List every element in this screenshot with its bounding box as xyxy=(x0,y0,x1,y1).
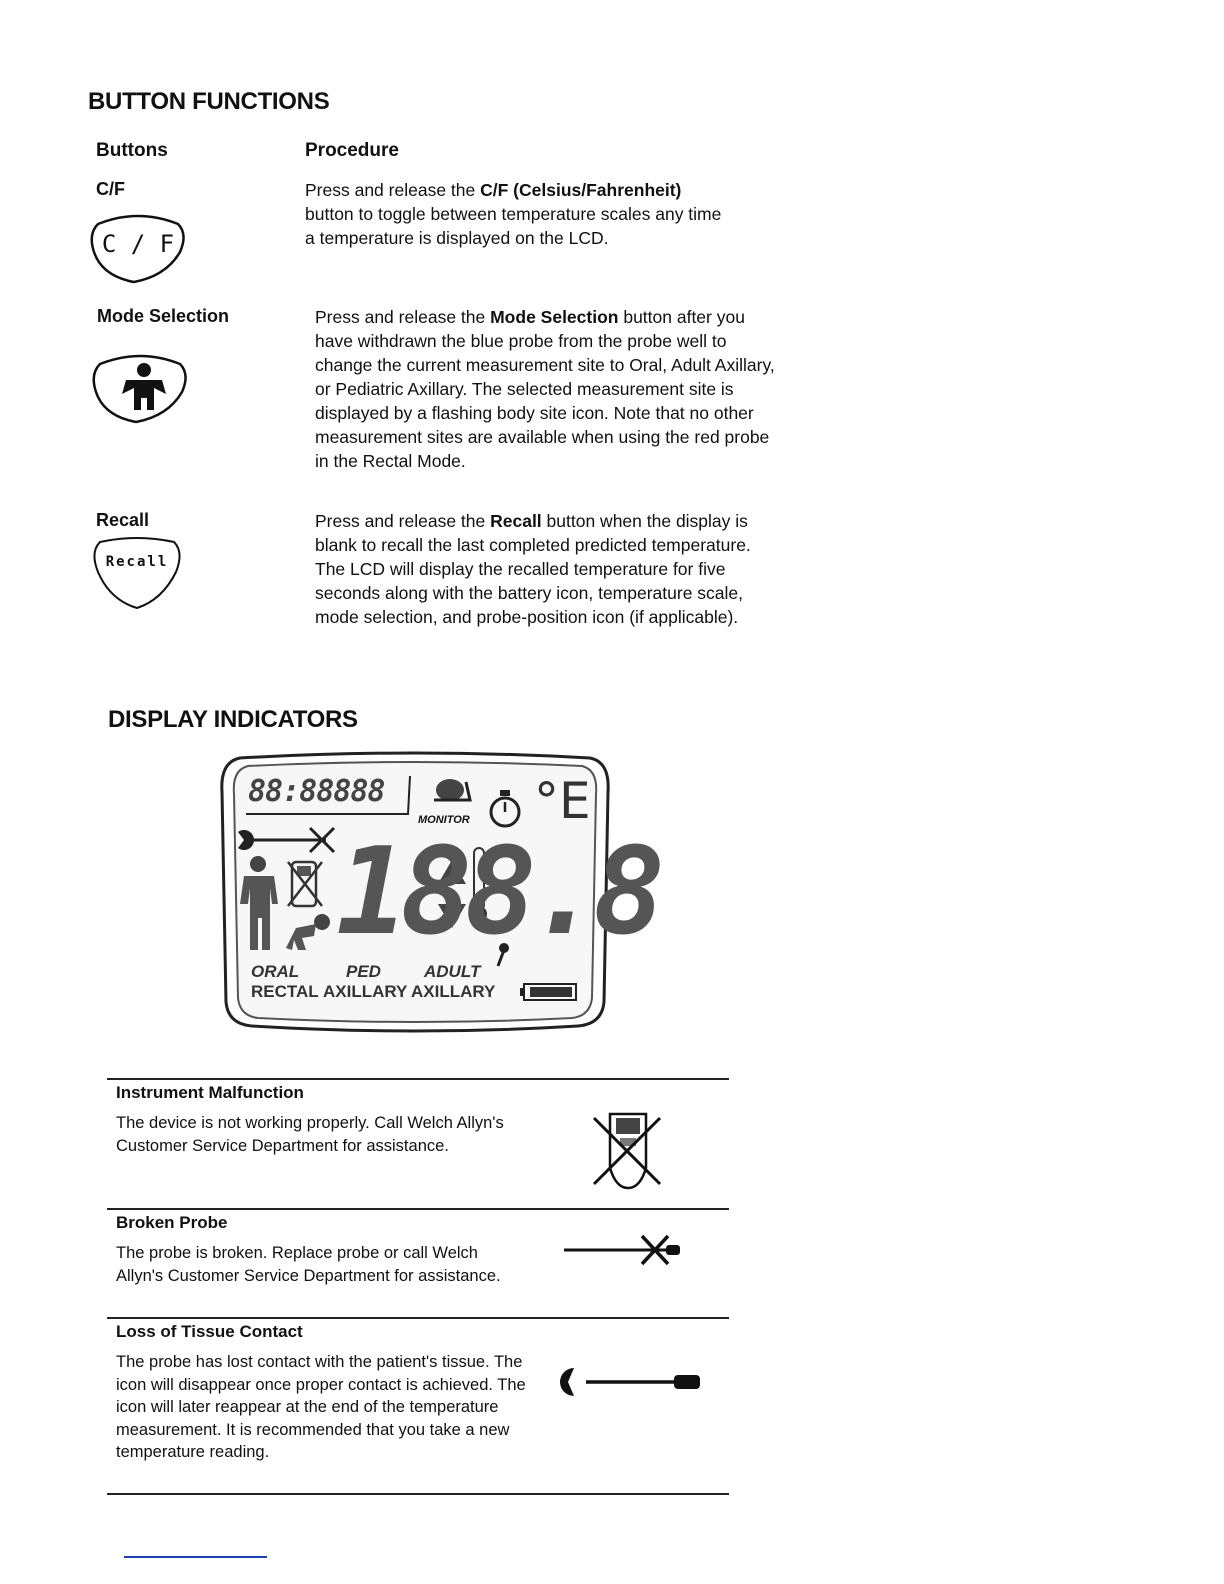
indicator-title-malfunction: Instrument Malfunction xyxy=(116,1083,304,1102)
cf-button-name: C/F xyxy=(96,179,125,199)
indicator-title-tissue-contact: Loss of Tissue Contact xyxy=(116,1322,303,1341)
indicator-title-broken-probe: Broken Probe xyxy=(116,1213,228,1232)
table-rule-top xyxy=(107,1078,729,1080)
lcd-big-digits: 188.8 xyxy=(336,823,658,962)
table-rule-2 xyxy=(107,1317,729,1319)
cf-button-icon xyxy=(88,212,188,286)
section-heading-button-functions: BUTTON FUNCTIONS xyxy=(88,88,330,115)
lcd-temperature-scale: °E xyxy=(534,772,591,830)
lcd-label-oral: ORAL xyxy=(251,962,300,981)
indicator-text-tissue-contact: The probe has lost contact with the patient's tissue. The icon will disappear once proper contact is achieved. The icon will later reappear at the end of the temperature measurement. It is recommended that you take a new temperature reading. xyxy=(116,1353,526,1461)
person-body-icon xyxy=(90,352,190,426)
column-header-buttons: Buttons xyxy=(96,140,168,161)
lcd-label-rectal: RECTAL xyxy=(251,982,319,1001)
lcd-label-axillary-ped: AXILLARY xyxy=(323,982,408,1001)
recall-button-name: Recall xyxy=(96,510,150,530)
instrument-malfunction-icon xyxy=(590,1108,666,1192)
lcd-monitor-label: MONITOR xyxy=(418,814,470,826)
column-header-procedure: Procedure xyxy=(305,140,399,161)
lcd-label-ped: PED xyxy=(346,962,381,981)
recall-button-label: Recall xyxy=(105,554,169,570)
cf-button-label: C / F xyxy=(101,230,175,258)
lcd-display-diagram xyxy=(218,752,658,1032)
lcd-label-axillary-adult: AXILLARY xyxy=(411,982,496,1001)
recall-button-icon xyxy=(90,536,184,610)
section-heading-display-indicators: DISPLAY INDICATORS xyxy=(108,706,358,733)
lcd-top-segments: 88:88888 xyxy=(248,774,385,809)
broken-probe-icon xyxy=(562,1232,686,1272)
table-rule-bottom xyxy=(107,1493,729,1495)
recall-procedure-text: Press and release the Recall button when the display is blank to recall the last completed predicted temperature. The LCD will display the recalled temperature for five seconds along with the battery icon, temperature scale, mode selection, and probe-position icon (if applicable). xyxy=(315,511,751,627)
tissue-contact-icon xyxy=(552,1362,706,1402)
table-rule-1 xyxy=(107,1208,729,1210)
mode-button-name: Mode Selection xyxy=(97,306,230,326)
indicator-text-broken-probe: The probe is broken. Replace probe or call Welch Allyn's Customer Service Department for assistance. xyxy=(116,1244,501,1285)
indicator-text-malfunction: The device is not working properly. Call Welch Allyn's Customer Service Department for assistance. xyxy=(116,1114,504,1155)
mode-procedure-text: Press and release the Mode Selection button after you have withdrawn the blue probe from the probe well to change the current measurement site to Oral, Adult Axillary, or Pediatric Axillary. The selected measurement site is displayed by a flashing body site icon. Note that no other measurement sites are available when using the red probe in the Rectal Mode. xyxy=(315,307,775,471)
lcd-label-adult: ADULT xyxy=(424,962,481,981)
cf-procedure-text: Press and release the C/F (Celsius/Fahrenheit) button to toggle between temperature scales any time a temperature is displayed on the LCD. xyxy=(305,180,722,248)
footer-link-underline xyxy=(124,1556,267,1558)
